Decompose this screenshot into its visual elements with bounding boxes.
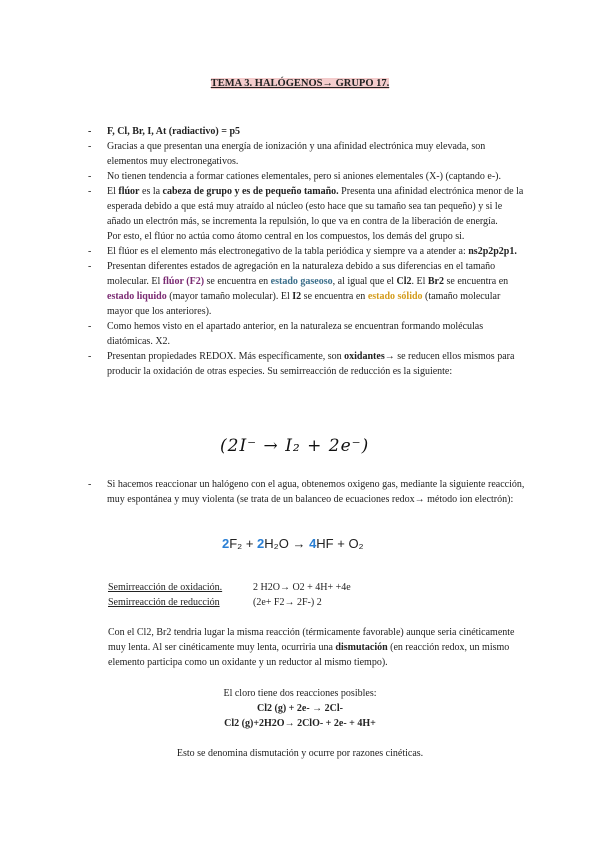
list-item: - Gracias a que presentan una energía de ionización y una afinidad electrónica muy elevada, son elementos muy electronegativos. [88,141,486,167]
oxidation-half-reaction: Semirreacción de oxidación. 2 H2O→ O2 + 4H+ +4e [108,582,351,593]
list-item: - El flúor es el elemento más electronegativo de la tabla periódica y siempre va a atender a: ns2p2p2p1. [88,246,517,257]
list-item: - Si hacemos reaccionar un halógeno con el agua, obtenemos oxigeno gas, mediante la siguiente reacción, muy espontánea y muy violenta (se trata de un balanceo de ecuaciones redox→ método ion electrón): [88,479,525,505]
bullet-dash: - [88,246,92,257]
chlorine-reaction-1: Cl2 (g) + 2e- → 2Cl- [257,703,343,714]
reduction-half-reaction: Semirreacción de reducción (2e+ F2→ 2F-) 2 [108,597,322,608]
chlorine-intro: El cloro tiene dos reacciones posibles: [223,688,377,699]
bullet-list-2 [88,477,528,507]
reduction-equation: (2I⁻ → I₂ + 2e⁻) [220,436,370,456]
list-item: - Presentan diferentes estados de agregación en la naturaleza debido a sus diferencias en el tamaño molecular. El flúor (F2) se encuentra en estado gaseoso, al igual que el Cl2. El Br2 se encuentra en estado liquido (mayor tamaño molecular). El I2 se encuentra en estado sólido (tamaño molecular mayor que los anteriores). [88,261,509,317]
bullet-dash: - [88,479,92,490]
bullet-dash: - [88,321,92,332]
dismutation-paragraph: Con el Cl2, Br2 tendria lugar la misma reacción (térmicamente favorable) aunque seria cinéticamente muy lenta. Al ser cinéticamente muy lenta, ocurriria una dismutación (en reacción redox, un mismo elemento participa como un oxidante y un reductor al mismo tiempo). [108,627,515,668]
bullet-dash: - [88,171,92,182]
bullet-dash: - [88,141,92,152]
list-item: - Presentan propiedades REDOX. Más específicamente, son oxidantes→ se reducen ellos mismos para producir la oxidación de otras especies. Su semirreacción de reducción es la siguiente: [88,351,515,377]
bullet-dash: - [88,186,92,197]
chlorine-reaction-2: Cl2 (g)+2H2O→ 2ClO- + 2e- + 4H+ [224,718,376,729]
bullet-dash: - [88,126,92,137]
list-item: - No tienen tendencia a formar cationes elementales, pero si aniones elementales (X-) (captando e-). [88,171,501,182]
list-item: - Como hemos visto en el apartado anterior, en la naturaleza se encuentran formando moléculas diatómicas. X2. [88,321,484,347]
list-item: - F, Cl, Br, I, At (radiactivo) = p5 [88,126,241,137]
list-item: - El flúor es la cabeza de grupo y es de pequeño tamaño. Presenta una afinidad electrónica menor de la esperada debido a que está muy atraído al núcleo (esto hace que su tamaño sea tan pequeño) y si le añado un electrón más, se incrementa la repulsión, lo que va en contra de la liberación de energía. Por esto, el flúor no actúa como átomo central en los compuestos, los demás del grupo si. [88,186,524,242]
closing-sentence: Esto se denomina dismutación y ocurre por razones cinéticas. [176,748,424,759]
page-title: TEMA 3. HALÓGENOS→ GRUPO 17. [210,78,390,89]
bullet-dash: - [88,351,92,362]
bullet-list [88,124,528,379]
water-reaction-equation: 2F₂ + 2H₂O → 4HF + O₂ [222,536,364,551]
bullet-dash: - [88,261,92,272]
